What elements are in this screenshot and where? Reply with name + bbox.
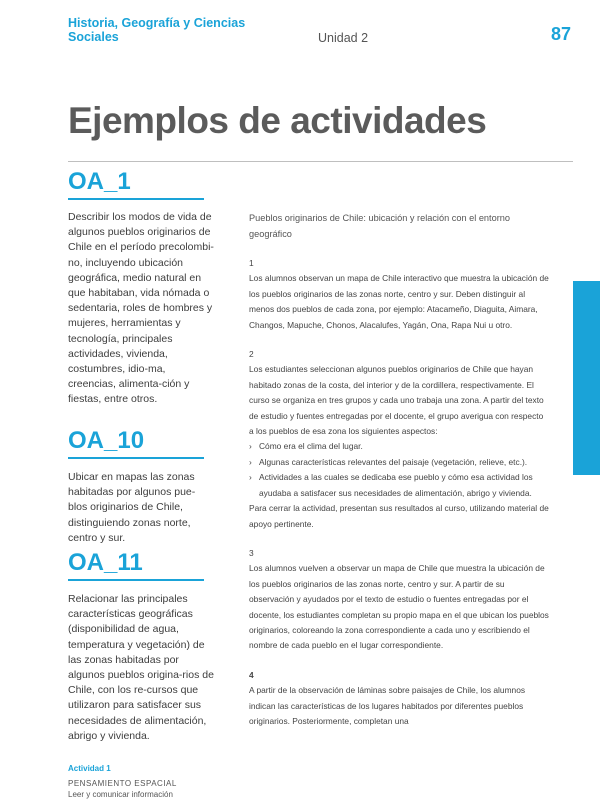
objective-divider [68, 198, 204, 200]
objective-text-oa11: Relacionar las principales características geográficas (disponibilidad de agua, temperatura y vegetación) de las zonas habitadas por algunos pueblos origina-rios de Chile, con los re-cursos que utilizaron para satisfacer sus necesidades de alimentación, abrigo y vivienda. [68, 593, 214, 742]
page-title: Ejemplos de actividades [68, 100, 487, 141]
objective-divider [68, 579, 204, 581]
item-text: A partir de la observación de láminas sobre paisajes de Chile, los alumnos indican las características de los lugares habitados por diferentes pueblos originarios. Posteriormente, completan una [249, 685, 526, 726]
objective-code-oa11: OA_11 [68, 549, 143, 576]
item-number: 3 [249, 547, 254, 558]
item-number: 4 [249, 669, 254, 680]
skill-category: PENSAMIENTO ESPACIAL [68, 779, 177, 788]
side-tab-marker [573, 281, 600, 475]
activity-content [249, 210, 549, 729]
objective-text-oa10: Ubicar en mapas las zonas habitadas por algunos pue-blos originarios de Chile, distinguiendo zonas norte, centro y sur. [68, 471, 196, 544]
subject-header: Historia, Geografía y Ciencias Sociales [68, 16, 246, 44]
list-item: › Cómo era el clima del lugar. [249, 439, 549, 454]
skill-subtitle: Leer y comunicar información [68, 790, 173, 799]
item-text: Los alumnos observan un mapa de Chile interactivo que muestra la ubicación de los pueblos originarios de las zonas norte, centro y sur. Deben distinguir al menos dos pueblos de cada zona, por ejemplo: Atacameño, Diaguita, Aimara, Changos, Mapuche, Chonos, Alacalufes, Yagán, Ona, Rapa Nui u otro. [249, 273, 549, 330]
list-item: › Algunas características relevantes del paisaje (vegetación, relieve, etc.). [249, 455, 549, 470]
objective-code-oa1: OA_1 [68, 168, 131, 195]
section-title: Pueblos originarios de Chile: ubicación y relación con el entorno geográfico [249, 213, 510, 239]
objective-divider [68, 457, 204, 459]
activity-label: Actividad 1 [68, 764, 111, 773]
item-number: 2 [249, 349, 254, 360]
item-closing-text: Para cerrar la actividad, presentan sus resultados al curso, utilizando material de apoyo pertinente. [249, 503, 549, 529]
item-number: 1 [249, 258, 254, 268]
objective-code-oa10: OA_10 [68, 427, 145, 454]
item-text: Los alumnos vuelven a observar un mapa de Chile que muestra la ubicación de los pueblos originarios de las zonas norte, centro y sur. A partir de su observación y ayudados por el texto de estudio o fuentes entregadas por el docente, los estudiantes completan su propio mapa en el que ubican los pueblos originarios, coloreando la zona correspondiente a cada uno y escribiendo el nombre de cada pueblo en el lugar correspondiente. [249, 563, 549, 651]
aspects-list [249, 439, 549, 501]
item-text: Los estudiantes seleccionan algunos pueblos originarios de Chile que hayan habitado zonas de la costa, del interior y de la cordillera, respectivamente. El curso se organiza en tres grupos y cada uno trabaja una zona. A partir del texto de estudio y fuentes entregadas por el docente, el grupo averigua con respecto a los pueblos de esa zona los siguientes aspectos: [249, 364, 544, 437]
unit-label: Unidad 2 [318, 31, 369, 45]
objective-text-oa1: Describir los modos de vida de algunos pueblos originarios de Chile en el período precolombi-no, incluyendo ubicación geográfica, medio natural en que habitaban, vida nómada o sedentaria, roles de hombres y mujeres, herramientas y tecnología, principales actividades, vivienda, costumbres, idio-ma, creencias, alimenta-ción y fiestas, entre otros. [68, 211, 214, 406]
page-number: 87 [551, 24, 572, 44]
list-item: › Actividades a las cuales se dedicaba ese pueblo y cómo esa actividad los ayudaba a satisfacer sus necesidades de alimentación, abrigo y vivienda. [249, 470, 549, 501]
title-divider [68, 161, 573, 162]
